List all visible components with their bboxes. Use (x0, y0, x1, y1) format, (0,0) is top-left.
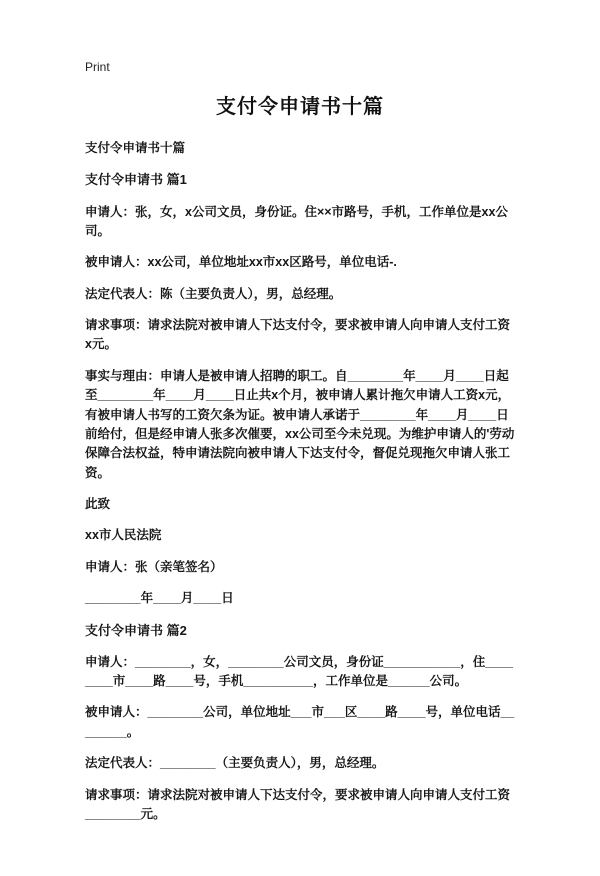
document-paragraph: 此致 (85, 497, 111, 512)
document-paragraph: 被申请人：________公司，单位地址___市___区____路____号，单位电话________。 (85, 705, 515, 739)
document-paragraph: 请求事项：请求法院对被申请人下达支付令，要求被申请人向申请人支付工资________元。 (85, 787, 511, 821)
document-paragraph: 被申请人：xx公司，单位地址xx市xx区路号，单位电话-. (85, 255, 397, 270)
page-title: 支付令申请书十篇 (216, 96, 384, 118)
document-paragraph: 申请人：张，女，x公司文员，身份证。住××市路号，手机，工作单位是xx公司。 (85, 204, 508, 238)
document-body (85, 139, 515, 824)
section-heading: 支付令申请书 篇2 (85, 622, 187, 638)
document-paragraph: 申请人：张（亲笔签名） (85, 559, 223, 574)
section-heading: 支付令申请书 篇1 (85, 172, 187, 188)
document-paragraph: 支付令申请书十篇 (85, 141, 186, 155)
print-button[interactable]: Print (85, 60, 110, 74)
document-paragraph: ________年____月____日 (85, 591, 234, 606)
document-paragraph: 事实与理由：申请人是被申请人招聘的职工。自________年____月____日起至________年____月____日止共x个月，被申请人累计拖欠申请人工资x元，有被申请人书写的工资欠条为证。被申请人承诺于________年____月____日前给付，但是经申请人张多次催要，xx公司至今未兑现。为维护申请人的'劳动保障合法权益，特申请法院向被申请人下达支付令，督促兑现拖欠申请人张工资。 (85, 368, 515, 480)
document-paragraph: 请求事项：请求法院对被申请人下达支付令，要求被申请人向申请人支付工资x元。 (85, 318, 511, 352)
document-paragraph: 法定代表人：________（主要负责人），男，总经理。 (85, 756, 385, 771)
document-paragraph: xx市人民法院 (85, 528, 162, 543)
document-paragraph: 法定代表人：陈（主要负责人），男，总经理。 (85, 286, 342, 301)
document-paragraph: 申请人：________，女，________公司文员，身份证___________，住________市____路____号，手机__________，工作单位是______公司。 (85, 654, 514, 689)
